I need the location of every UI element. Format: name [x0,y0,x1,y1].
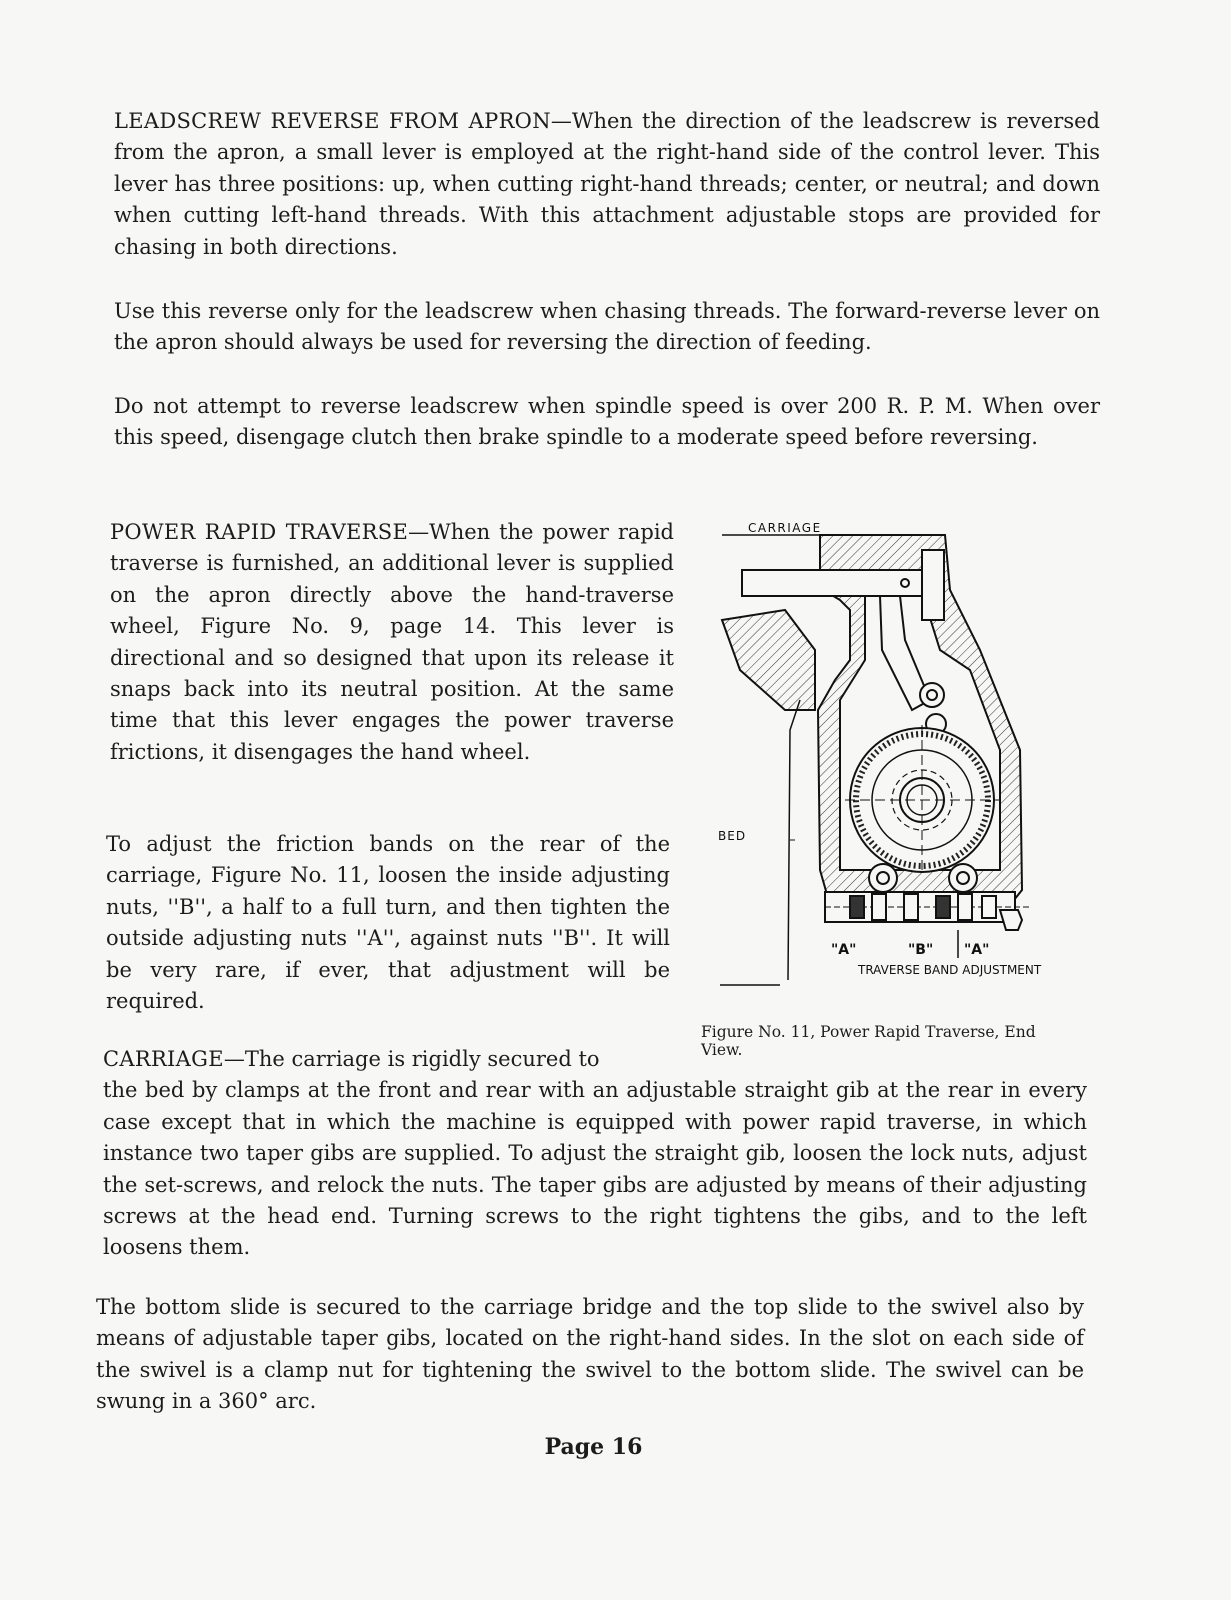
figure-label-b: "B" [908,942,934,958]
carriage-paragraph [103,1044,1087,1264]
figure-label-traverse: TRAVERSE BAND ADJUSTMENT [858,963,1042,977]
figure-label-bed: BED [718,829,747,843]
do-not-attempt-paragraph: Do not attempt to reverse leadscrew when spindle speed is over 200 R. P. M. When over this speed, disengage clutch then brake spindle to a moderate speed before reversing. [114,394,1100,450]
leadscrew-reverse-text: —When the direction of the leadscrew is reversed from the apron, a small lever is employed at the right-hand side of the control lever. This lever has three positions: up, when cutting right-hand threads; center, or neutral; and down when cutting left-hand threads. With this attachment adjustable stops are provided for chasing in both directions. [114,109,1100,259]
leadscrew-reverse-paragraph [114,106,1100,263]
figure-label-a-right: "A" [964,942,990,958]
power-rapid-traverse-paragraph [110,517,674,768]
figure-label-a-left: "A" [831,942,857,958]
power-rapid-traverse-heading: POWER RAPID TRAVERSE [110,520,409,544]
figure-caption: Figure No. 11, Power Rapid Traverse, End View. [701,1023,1036,1059]
bottom-slide-paragraph: The bottom slide is secured to the carriage bridge and the top slide to the swivel also by means of adjustable taper gibs, located on the right-hand sides. In the slot on each side of the swivel is a clamp nut for tightening the swivel to the bottom slide. The swivel can be swung in a 360° arc. [96,1295,1084,1414]
power-rapid-traverse-text: —When the power rapid traverse is furnished, an additional lever is supplied on the apron directly above the hand-traverse wheel, Figure No. 9, page 14. This lever is directional and so designed that upon its release it snaps back into its neutral position. At the same time that this lever engages the power traverse frictions, it disengages the hand wheel. [110,520,674,764]
carriage-heading: CARRIAGE [103,1047,224,1071]
leadscrew-reverse-heading: LEADSCREW REVERSE FROM APRON [114,109,551,133]
carriage-first-line [103,1044,667,1075]
figure-label-carriage: CARRIAGE [748,521,822,535]
carriage-section-drawing [720,535,1030,985]
carriage-text: the bed by clamps at the front and rear with an adjustable straight gib at the rear in every case except that in which the machine is equipped with power rapid traverse, in which instance two taper gibs are supplied. To adjust the straight gib, loosen the lock nuts, adjust the set-screws, and relock the nuts. The taper gibs are adjusted by means of their adjusting screws at the head end. Turning screws to the right tightens the gibs, and to the left loosens them. [103,1078,1087,1260]
adjust-friction-bands-paragraph: To adjust the friction bands on the rear of the carriage, Figure No. 11, loosen the inside adjusting nuts, ''B'', a half to a full turn, and then tighten the outside adjusting nuts ''A'', against nuts ''B''. It will be very rare, if ever, that adjustment will be required. [106,832,670,1014]
page-number: Page 16 [544,1434,643,1460]
power-rapid-traverse-figure [700,510,1090,1000]
carriage-first-line-text: —The carriage is rigidly secured to [223,1047,600,1071]
use-reverse-paragraph: Use this reverse only for the leadscrew when chasing threads. The forward-reverse lever on the apron should always be used for reversing the direction of feeding. [114,299,1100,355]
